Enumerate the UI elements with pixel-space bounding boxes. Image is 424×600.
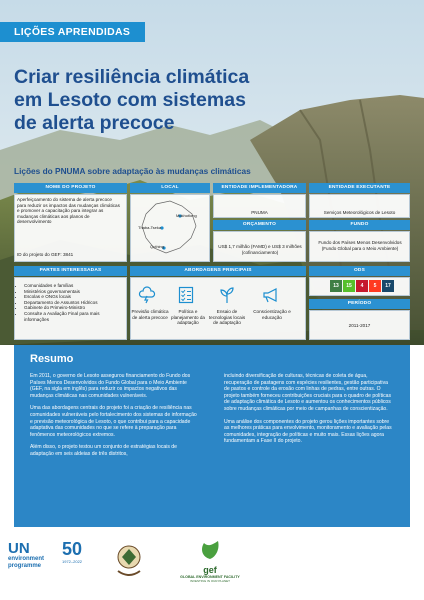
unep-mark: UN: [8, 540, 30, 557]
sdg-17-icon: 17: [382, 280, 394, 292]
stakeholders-list: [20, 283, 124, 322]
fund-text: Fundo dos Países Menos Desenvolvidos (Fundo Global para o Meio Ambiente): [318, 240, 402, 251]
page-title: [14, 66, 304, 135]
plant-sprout-icon: [218, 286, 236, 304]
cloud-lightning-icon: [138, 286, 156, 304]
title-line: Criar resiliência climática: [14, 66, 250, 88]
header-location: LOCAL: [130, 183, 210, 193]
anniversary-years: 1972–2022: [62, 559, 83, 564]
summary-paragraph: Em 2011, o governo de Lesoto assegurou financiamento do Fundo dos Países Menos Desenvolvidos do Fundo Global para o Meio Ambiente (GEF, na sigla em inglês) para reduzir os impactos negativos das mudanças climáticas nas comunidades vulneráveis.: [30, 373, 191, 399]
summary-paragraph: Além disso, o projeto testou um conjunto de estratégias locais de adaptação em seis aldeias de três distritos,: [30, 444, 177, 457]
unep-text-line: programme: [8, 563, 42, 569]
sdg-13-icon: 13: [330, 280, 342, 292]
summary-paragraph: Uma das abordagens centrais do projeto foi a criação de resiliência nas comunidades vulneráveis pelo fortalecimento dos sistemas de informação e previsão meteorológica de Lesoto, o que contribui para a capacidade adaptativa das comunidades no que se refere à preparação para fenômenos meteorológicos extremos.: [30, 405, 197, 438]
summary-column-right: [224, 373, 394, 451]
checklist-icon: [178, 286, 194, 304]
header-budget: ORÇAMENTO: [213, 220, 306, 230]
period-text: 2011-2017: [348, 323, 371, 328]
gef-name: GLOBAL ENVIRONMENT FACILITY: [180, 575, 240, 579]
gef-tagline: INVESTING IN OUR PLANET: [189, 579, 230, 583]
list-item: • Escolas e ONGs locais: [24, 294, 124, 300]
summary-paragraph: Uma análise dos componentes do projeto gerou lições importantes sobre as melhores práticas para envolvimento, monitoramento e avaliação pelas comunidades, integração de políticas e muito mais. Essas lições agora fundamentam a Fase II do projeto.: [224, 418, 392, 445]
final-evaluation-link[interactable]: • Consulte a Avaliação Final para mais informações: [24, 311, 124, 322]
page-subtitle: Lições do PNUMA sobre adaptação às mudanças climáticas: [14, 166, 251, 176]
list-item: • Departamento de Assuntos Hídricos: [24, 300, 124, 306]
map-label-mokhotlong: Mokhotlong: [176, 213, 197, 218]
summary-paragraph: incluindo diversificação de culturas, técnicas de coleta de água, recuperação de pastagens com espécies resilientes, gestão participativa de pastos e controle da erosão com linhas de pedras, entre outras. O projeto também forneceu contribuições cruciais para o quadro de políticas de adaptação climática de Lesoto e aumentou os conhecimentos públicos sobre mudanças climáticas por meio de campanhas de conscientização.: [224, 373, 392, 412]
title-line: de alerta precoce: [14, 112, 175, 134]
header-project-name: NOME DO PROJETO: [14, 183, 127, 193]
gef-logo: [180, 539, 240, 583]
anniversary-logo: [62, 539, 82, 564]
project-id-text: ID do projeto do GEF: 3841: [17, 252, 74, 257]
sdg-4-icon: 4: [356, 280, 368, 292]
gef-mark: gef: [203, 565, 217, 575]
unep-logo: [8, 541, 44, 570]
gef-leaf-icon: [198, 539, 222, 561]
project-name-text: Aperfeiçoamento do sistema de alerta precoce para reduzir os impactos das mudanças climáticas e promover a capacitação para integrar as mudanças climáticas aos planos de desenvolvimento: [17, 197, 120, 225]
map-label-thaba-tseka: Thaba-Tseka: [138, 225, 162, 230]
summary-section: [14, 345, 410, 527]
summary-heading: Resumo: [30, 353, 74, 365]
approach-label: Ensaio de tecnologias locais de adaptação: [208, 309, 246, 326]
title-line: em Lesoto com sistemas: [14, 89, 246, 111]
map-label-quthing: Quthing: [150, 244, 165, 249]
anniversary-number: 50: [62, 539, 83, 559]
sdg-15-icon: 15: [343, 280, 355, 292]
summary-column-left: [30, 373, 200, 464]
header-implementing: ENTIDADE IMPLEMENTADORA: [213, 183, 306, 193]
approach-label: Política e planejamento da adaptação: [171, 309, 205, 326]
unep-text-line: environment: [8, 556, 45, 562]
header-ods: ODS: [309, 266, 410, 276]
footer: [0, 527, 424, 600]
list-item: • Comunidades e famílias: [24, 283, 124, 289]
sdg-5-icon: 5: [369, 280, 381, 292]
list-item: • Ministérios governamentais: [24, 289, 124, 295]
header-period: PERÍODO: [309, 299, 410, 309]
approach-label: Previsão climática de alerta precoce: [131, 309, 169, 320]
section-banner: LIÇÕES APRENDIDAS: [0, 22, 145, 42]
approach-label: Conscientização e educação: [253, 309, 291, 320]
header-approaches: ABORDAGENS PRINCIPAIS: [130, 266, 306, 276]
megaphone-icon: [262, 286, 280, 304]
header-stakeholders: PARTES INTERESSADAS: [14, 266, 127, 276]
implementing-text: PNUMA: [251, 210, 268, 215]
lesotho-coat-of-arms-icon: [116, 543, 142, 579]
executing-text: Serviços Meteorológicos de Lesoto: [323, 210, 396, 215]
budget-text: US$ 1,7 milhão (FAMD) e US$ 3 milhões (cofinanciamento): [218, 244, 302, 255]
header-executing: ENTIDADE EXECUTANTE: [309, 183, 410, 193]
header-fund: FUNDO: [309, 220, 410, 230]
list-item: • Gabinete do Primeiro-Ministro: [24, 305, 124, 311]
